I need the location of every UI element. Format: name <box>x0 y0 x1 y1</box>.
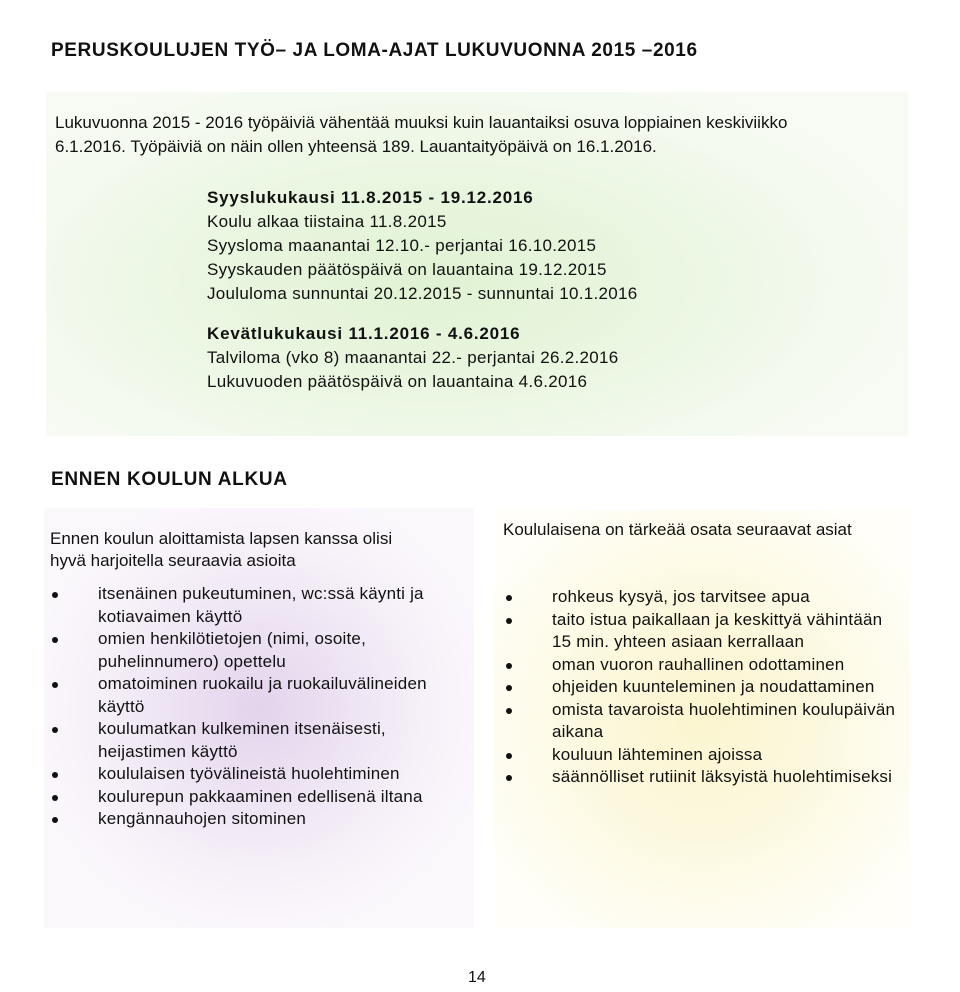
spring-term-title: Kevätlukukausi 11.1.2016 - 4.6.2016 <box>207 324 521 343</box>
autumn-term-title: Syyslukukausi 11.8.2015 - 19.12.2016 <box>207 188 534 207</box>
bullet-icon <box>506 595 512 601</box>
bullet-icon <box>52 727 58 733</box>
page-number: 14 <box>468 969 486 986</box>
list-item: oman vuoron rauhallinen odottaminen <box>502 654 902 677</box>
bullet-icon <box>506 775 512 781</box>
list-item: omatoiminen ruokailu ja ruokailuvälineiden käyttö <box>48 673 460 718</box>
list-item: kengännauhojen sitominen <box>48 808 460 831</box>
list-item: omien henkilötietojen (nimi, osoite, puhelinnumero) opettelu <box>48 628 460 673</box>
spring-term-line: Lukuvuoden päätöspäivä on lauantaina 4.6.2016 <box>207 372 588 391</box>
autumn-term-line: Koulu alkaa tiistaina 11.8.2015 <box>207 212 447 231</box>
autumn-term-line: Joululoma sunnuntai 20.12.2015 - sunnuntai 10.1.2016 <box>207 284 638 303</box>
spring-term-block <box>207 322 619 394</box>
list-item: koulurepun pakkaaminen edellisenä iltana <box>48 786 460 809</box>
bullet-icon <box>506 753 512 759</box>
list-item: taito istua paikallaan ja keskittyä vähintään 15 min. yhteen asiaan kerrallaan <box>502 609 902 654</box>
bullet-icon <box>52 795 58 801</box>
spring-term-line: Talviloma (vko 8) maanantai 22.- perjantai 26.2.2016 <box>207 348 619 367</box>
list-item: kouluun lähteminen ajoissa <box>502 744 902 767</box>
bullet-icon <box>52 592 58 598</box>
list-item: rohkeus kysyä, jos tarvitsee apua <box>502 586 902 609</box>
section-heading: ENNEN KOULUN ALKUA <box>51 469 288 490</box>
list-item: koululaisen työvälineistä huolehtiminen <box>48 763 460 786</box>
bullet-icon <box>52 772 58 778</box>
left-skill-list <box>48 583 460 831</box>
list-item: omista tavaroista huolehtiminen koulupäivän aikana <box>502 699 902 744</box>
intro-paragraph: Lukuvuonna 2015 - 2016 työpäiviä vähentää muuksi kuin lauantaiksi osuva loppiainen keskiviikko 6.1.2016. Työpäiviä on näin ollen yhteensä 189. Lauantaityöpäivä on 16.1.2016. <box>55 113 788 156</box>
left-column-intro: Ennen koulun aloittamista lapsen kanssa olisi hyvä harjoitella seuraavia asioita <box>50 529 393 570</box>
list-item: säännölliset rutiinit läksyistä huolehtimiseksi <box>502 766 902 789</box>
bullet-icon <box>506 708 512 714</box>
bullet-icon <box>506 663 512 669</box>
bullet-icon <box>52 637 58 643</box>
bullet-icon <box>52 817 58 823</box>
list-item: ohjeiden kuunteleminen ja noudattaminen <box>502 676 902 699</box>
autumn-term-block <box>207 186 638 306</box>
bullet-icon <box>506 685 512 691</box>
bullet-icon <box>52 682 58 688</box>
autumn-term-line: Syysloma maanantai 12.10.- perjantai 16.10.2015 <box>207 236 597 255</box>
autumn-term-line: Syyskauden päätöspäivä on lauantaina 19.12.2015 <box>207 260 607 279</box>
right-skill-list <box>502 586 902 789</box>
right-column-intro: Koululaisena on tärkeää osata seuraavat asiat <box>503 520 852 539</box>
list-item: itsenäinen pukeutuminen, wc:ssä käynti ja kotiavaimen käyttö <box>48 583 460 628</box>
list-item: koulumatkan kulkeminen itsenäisesti, heijastimen käyttö <box>48 718 460 763</box>
bullet-icon <box>506 618 512 624</box>
page-title: PERUSKOULUJEN TYÖ– JA LOMA-AJAT LUKUVUONNA 2015 –2016 <box>51 40 698 61</box>
